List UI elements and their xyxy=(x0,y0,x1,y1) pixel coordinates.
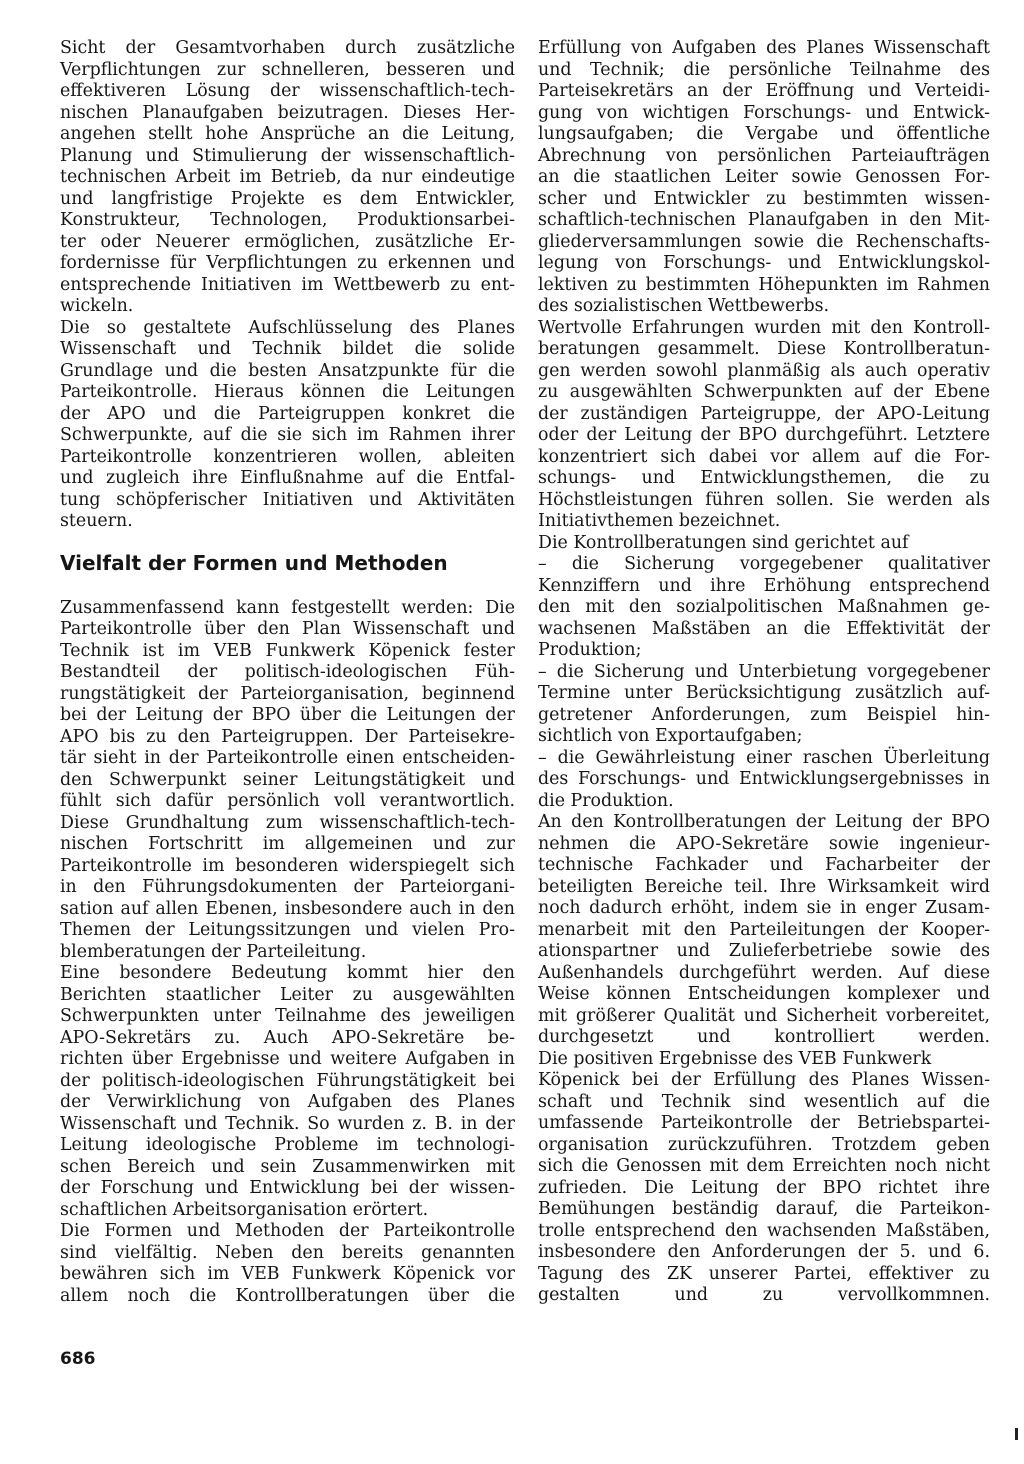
text-line: ationspartner und Zulieferbetriebe sowie des xyxy=(538,941,990,961)
text-line: richten über Ergebnisse und weitere Aufgaben in xyxy=(60,1049,515,1069)
text-line: beteiligten Bereiche teil. Ihre Wirksamkeit wird xyxy=(538,876,990,897)
text-line: sich die Genossen mit dem Erreichten noch nicht xyxy=(538,1156,990,1176)
text-line: der Forschung und Entwicklung bei der wissen- xyxy=(60,1178,515,1198)
text-line: Wissenschaft und Technik bildet die solide xyxy=(60,339,515,359)
text-line: nischen Planaufgaben beizutragen. Dieses Her- xyxy=(60,102,515,123)
text-line: insbesondere den Anforderungen der 5. und 6. xyxy=(538,1242,990,1262)
text-line: an die staatlichen Leiter sowie Genossen For- xyxy=(538,167,990,187)
text-line: durchgesetzt und kontrolliert werden. xyxy=(538,1027,990,1047)
text-line: zufrieden. Die Leitung der BPO richtet ihre xyxy=(538,1177,990,1198)
text-line: der zuständigen Parteigruppe, der APO-Leitung xyxy=(538,403,990,424)
text-line: trolle entsprechend den wachsenden Maßstäben, xyxy=(538,1220,990,1241)
text-line: nischen Fortschritt im allgemeinen und zur xyxy=(60,834,515,854)
text-line: den mit den sozialpolitischen Maßnahmen ge- xyxy=(538,597,990,617)
text-line: scher und Entwickler zu bestimmten wissen- xyxy=(538,188,990,209)
text-line: Konstrukteur, Technologen, Produktionsarbei- xyxy=(60,210,515,230)
text-line: technische Fachkader und Facharbeiter der xyxy=(538,855,990,875)
text-line: konzentriert sich dabei vor allem auf die For- xyxy=(538,446,990,467)
text-line: gung von wichtigen Forschungs- und Entwick- xyxy=(538,102,990,123)
text-line: Themen der Leitungssitzungen und vielen Pro- xyxy=(60,920,515,940)
text-line: gestalten und zu vervollkommnen. xyxy=(538,1285,990,1305)
text-line: Parteikontrolle über den Plan Wissenschaft und xyxy=(60,619,515,639)
text-line: getretener Anforderungen, zum Beispiel hin- xyxy=(538,704,990,725)
text-line: ter oder Neuerer ermöglichen, zusätzliche Er- xyxy=(60,231,515,252)
text-line: umfassende Parteikontrolle der Betriebspartei- xyxy=(538,1113,990,1133)
text-line: Verpflichtungen zur schnelleren, besseren und xyxy=(60,59,515,80)
text-line: in den Führungsdokumenten der Parteiorgani- xyxy=(60,877,515,897)
text-line: angehen stellt hohe Ansprüche an die Leitung, xyxy=(60,124,515,144)
text-line: Schwerpunkten unter Teilnahme des jeweiligen xyxy=(60,1006,515,1026)
text-line: Abrechnung von persönlichen Parteiaufträgen xyxy=(538,145,990,166)
text-line: der Verwirklichung von Aufgaben des Planes xyxy=(60,1092,515,1112)
text-line: legung von Forschungs- und Entwicklungskol- xyxy=(538,253,990,273)
text-line: die Produktion. xyxy=(538,790,674,811)
text-line: Initiativthemen bezeichnet. xyxy=(538,511,781,531)
text-line: Leitung ideologische Probleme im technologi- xyxy=(60,1135,515,1155)
text-line: entsprechende Initiativen im Wettbewerb zu ent- xyxy=(60,274,515,295)
text-line: wachsenen Maßstäben an die Effektivität der xyxy=(538,618,990,639)
text-line: den Schwerpunkt seiner Leitungstätigkeit und xyxy=(60,769,515,790)
text-line: zu ausgewählten Schwerpunkten auf der Ebene xyxy=(538,382,990,402)
text-line: schungs- und Entwicklungsthemen, die zu xyxy=(538,468,990,488)
left-column xyxy=(60,38,515,1307)
text-line: wickeln. xyxy=(60,296,134,316)
text-line: mit größerer Qualität und Sicherheit vorbereitet, xyxy=(538,1005,990,1026)
right-column-text xyxy=(538,38,990,1307)
right-column xyxy=(538,38,990,1307)
text-line: Die Formen und Methoden der Parteikontrolle xyxy=(60,1221,515,1241)
spacer xyxy=(60,533,515,551)
text-line: Erfüllung von Aufgaben des Planes Wissenschaft xyxy=(538,38,990,58)
text-line: – die Sicherung vorgegebener qualitativer xyxy=(538,554,990,574)
text-line: – die Gewährleistung einer raschen Überleitung xyxy=(538,747,990,768)
text-line: Die Kontrollberatungen sind gerichtet auf xyxy=(538,532,909,553)
text-line: Köpenick bei der Erfüllung des Planes Wissen- xyxy=(538,1070,990,1090)
text-line: tung schöpferischer Initiativen und Aktivitäten xyxy=(60,489,515,510)
text-line: lungsaufgaben; die Vergabe und öffentliche xyxy=(538,124,990,144)
text-line: Kennziffern und ihre Erhöhung entsprechend xyxy=(538,575,990,596)
text-line: Zusammenfassend kann festgestellt werden: Die xyxy=(60,597,515,618)
text-line: Die positiven Ergebnisse des VEB Funkwerk xyxy=(538,1048,932,1069)
text-line: fordernisse für Verpflichtungen zu erkennen und xyxy=(60,253,515,273)
text-line: bewähren sich im VEB Funkwerk Köpenick vor xyxy=(60,1264,515,1284)
text-line: Wertvolle Erfahrungen wurden mit den Kontroll- xyxy=(538,317,990,338)
text-line: Außenhandels durchgeführt werden. Auf diese xyxy=(538,962,990,983)
text-line: technischen Arbeit im Betrieb, da nur eindeutige xyxy=(60,167,515,187)
text-line: lektiven zu bestimmten Höhepunkten im Rahmen xyxy=(538,274,990,295)
text-line: bei der Leitung der BPO über die Leitungen der xyxy=(60,705,515,725)
left-column-intro-text xyxy=(60,38,515,533)
text-line: tär sieht in der Parteikontrolle einen entscheiden- xyxy=(60,748,515,768)
text-line: und zugleich ihre Einflußnahme auf die Entfal- xyxy=(60,468,515,488)
text-line: blemberatungen der Parteileitung. xyxy=(60,941,367,962)
text-line: Sicht der Gesamtvorhaben durch zusätzliche xyxy=(60,38,515,58)
text-line: oder der Leitung der BPO durchgeführt. Letztere xyxy=(538,425,990,445)
text-line: des sozialistischen Wettbewerbs. xyxy=(538,296,830,316)
text-line: APO bis zu den Parteigruppen. Der Parteisekre- xyxy=(60,726,515,747)
page-number: 686 xyxy=(60,1349,96,1369)
spacer xyxy=(60,575,515,598)
text-line: noch dadurch erhöht, indem sie in enger Zusam- xyxy=(538,898,990,918)
text-line: Diese Grundhaltung zum wissenschaftlich-tech- xyxy=(60,812,515,833)
text-line: Tagung des ZK unserer Partei, effektiver zu xyxy=(538,1263,990,1284)
text-line: Termine unter Berücksichtigung zusätzlich auf- xyxy=(538,683,990,703)
text-line: menarbeit mit den Parteileitungen der Kooper- xyxy=(538,919,990,940)
text-line: der APO und die Parteigruppen konkret die xyxy=(60,403,515,424)
text-line: APO-Sekretärs zu. Auch APO-Sekretäre be- xyxy=(60,1027,515,1048)
edge-mark xyxy=(1015,1428,1018,1440)
text-line: sation auf allen Ebenen, insbesondere auch in den xyxy=(60,898,515,919)
text-line: gen werden sowohl planmäßig als auch operativ xyxy=(538,360,990,381)
text-line: Planung und Stimulierung der wissenschaftlich- xyxy=(60,145,515,166)
text-line: sind vielfältig. Neben den bereits genannten xyxy=(60,1242,515,1263)
text-line: Parteikontrolle konzentrieren wollen, ableiten xyxy=(60,446,515,467)
text-line: Parteikontrolle im besonderen widerspiegelt sich xyxy=(60,855,515,876)
text-line: schaftlich-technischen Planaufgaben in den Mit- xyxy=(538,210,990,230)
text-line: Die so gestaltete Aufschlüsselung des Planes xyxy=(60,317,515,338)
text-line: steuern. xyxy=(60,511,133,531)
text-line: Parteikontrolle. Hieraus können die Leitungen xyxy=(60,382,515,402)
text-line: organisation zurückzuführen. Trotzdem geben xyxy=(538,1134,990,1155)
text-line: effektiveren Lösung der wissenschaftlich-tech- xyxy=(60,81,515,101)
text-line: Produktion; xyxy=(538,640,642,660)
left-column-section-text xyxy=(60,598,515,1308)
text-line: allem noch die Kontrollberatungen über die xyxy=(60,1285,515,1306)
text-line: Wissenschaft und Technik. So wurden z. B. in der xyxy=(60,1113,515,1134)
text-line: Eine besondere Bedeutung kommt hier den xyxy=(60,963,515,983)
text-line: schaft und Technik sind wesentlich auf die xyxy=(538,1091,990,1112)
text-line: fühlt sich dafür persönlich voll verantwortlich. xyxy=(60,791,515,811)
text-line: sichtlich von Exportaufgaben; xyxy=(538,726,803,746)
text-line: und Technik; die persönliche Teilnahme des xyxy=(538,59,990,80)
text-line: Berichten staatlicher Leiter zu ausgewählten xyxy=(60,984,515,1005)
text-line: rungstätigkeit der Parteiorganisation, beginnend xyxy=(60,683,515,704)
text-line: Weise können Entscheidungen komplexer und xyxy=(538,984,990,1004)
text-line: der politisch-ideologischen Führungstätigkeit bei xyxy=(60,1070,515,1091)
text-line: und langfristige Projekte es dem Entwickler, xyxy=(60,188,515,209)
text-line: Bestandteil der politisch-ideologischen Füh- xyxy=(60,662,515,682)
text-line: Parteisekretärs an der Eröffnung und Verteidi- xyxy=(538,81,990,101)
text-line: des Forschungs- und Entwicklungsergebnisses in xyxy=(538,769,990,789)
section-heading: Vielfalt der Formen und Methoden xyxy=(60,550,448,575)
text-line: Grundlage und die besten Ansatzpunkte für die xyxy=(60,360,515,381)
text-line: Bemühungen beständig darauf, die Parteikon- xyxy=(538,1199,990,1219)
text-line: nehmen die APO-Sekretäre sowie ingenieur- xyxy=(538,833,990,854)
text-line: Technik ist im VEB Funkwerk Köpenick fester xyxy=(60,640,515,661)
text-line: gliederversammlungen sowie die Rechenschafts- xyxy=(538,231,990,252)
text-line: Höchstleistungen führen sollen. Sie werden als xyxy=(538,489,990,510)
text-line: beratungen gesammelt. Diese Kontrollberatun- xyxy=(538,339,990,359)
text-line: – die Sicherung und Unterbietung vorgegebener xyxy=(538,661,990,682)
text-line: An den Kontrollberatungen der Leitung der BPO xyxy=(538,812,990,832)
text-line: Schwerpunkte, auf die sie sich im Rahmen ihrer xyxy=(60,425,515,445)
text-line: schen Bereich und sein Zusammenwirken mit xyxy=(60,1156,515,1177)
text-line: schaftlichen Arbeitsorganisation erörtert. xyxy=(60,1199,429,1220)
